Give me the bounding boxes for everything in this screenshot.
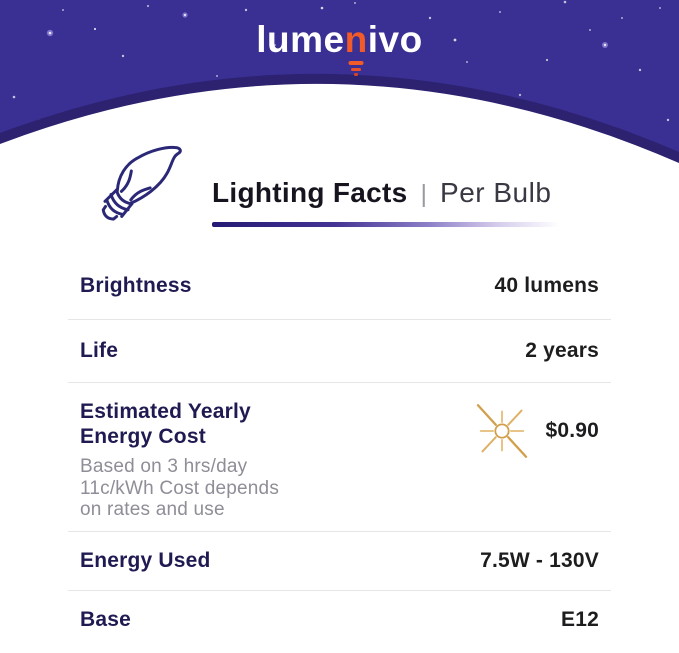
fact-value: 40 lumens (494, 274, 599, 297)
title-underline-gradient (212, 222, 560, 227)
title-separator: | (420, 180, 428, 208)
fact-value: E12 (561, 607, 599, 631)
note-line: on rates and use (80, 499, 225, 520)
fact-label: Life (80, 339, 119, 362)
facts-table (68, 253, 611, 653)
title-main: Lighting Facts (212, 177, 408, 208)
logo-text-post: ivo (367, 19, 423, 60)
table-row-energy-cost (68, 383, 611, 532)
logo-bulb-base-dot (354, 73, 358, 76)
logo-bulb-base-bar (349, 61, 364, 65)
energy-cost-note (80, 456, 279, 521)
page-title (212, 177, 679, 209)
logo-text-pre: lume (256, 19, 345, 60)
energy-cost-right (469, 399, 599, 463)
fact-label: Brightness (80, 274, 192, 297)
table-row-energy-used (68, 532, 611, 591)
fact-label-line: Energy Cost (80, 425, 206, 448)
fact-value: $0.90 (545, 419, 599, 442)
sparkle-icon (469, 399, 535, 463)
fact-label: Base (80, 607, 132, 631)
logo-bulb-base-bar (351, 68, 361, 72)
candelabra-bulb-icon (64, 124, 202, 262)
fact-label: Energy Used (80, 548, 211, 572)
logo-bulb-letter-icon: n (345, 21, 368, 58)
table-row-base (68, 591, 611, 653)
fact-value: 2 years (525, 339, 599, 362)
table-row-life (68, 320, 611, 383)
table-row-brightness (68, 253, 611, 320)
note-line: 11c/kWh Cost depends (80, 477, 280, 499)
fact-label (80, 399, 279, 449)
energy-cost-left (80, 399, 279, 521)
fact-label-line: Estimated Yearly (80, 400, 251, 423)
note-line: Based on 3 hrs/day (80, 456, 248, 477)
brand-logo (0, 21, 679, 58)
fact-value: 7.5W - 130V (480, 548, 599, 572)
title-subtitle: Per Bulb (440, 177, 552, 208)
